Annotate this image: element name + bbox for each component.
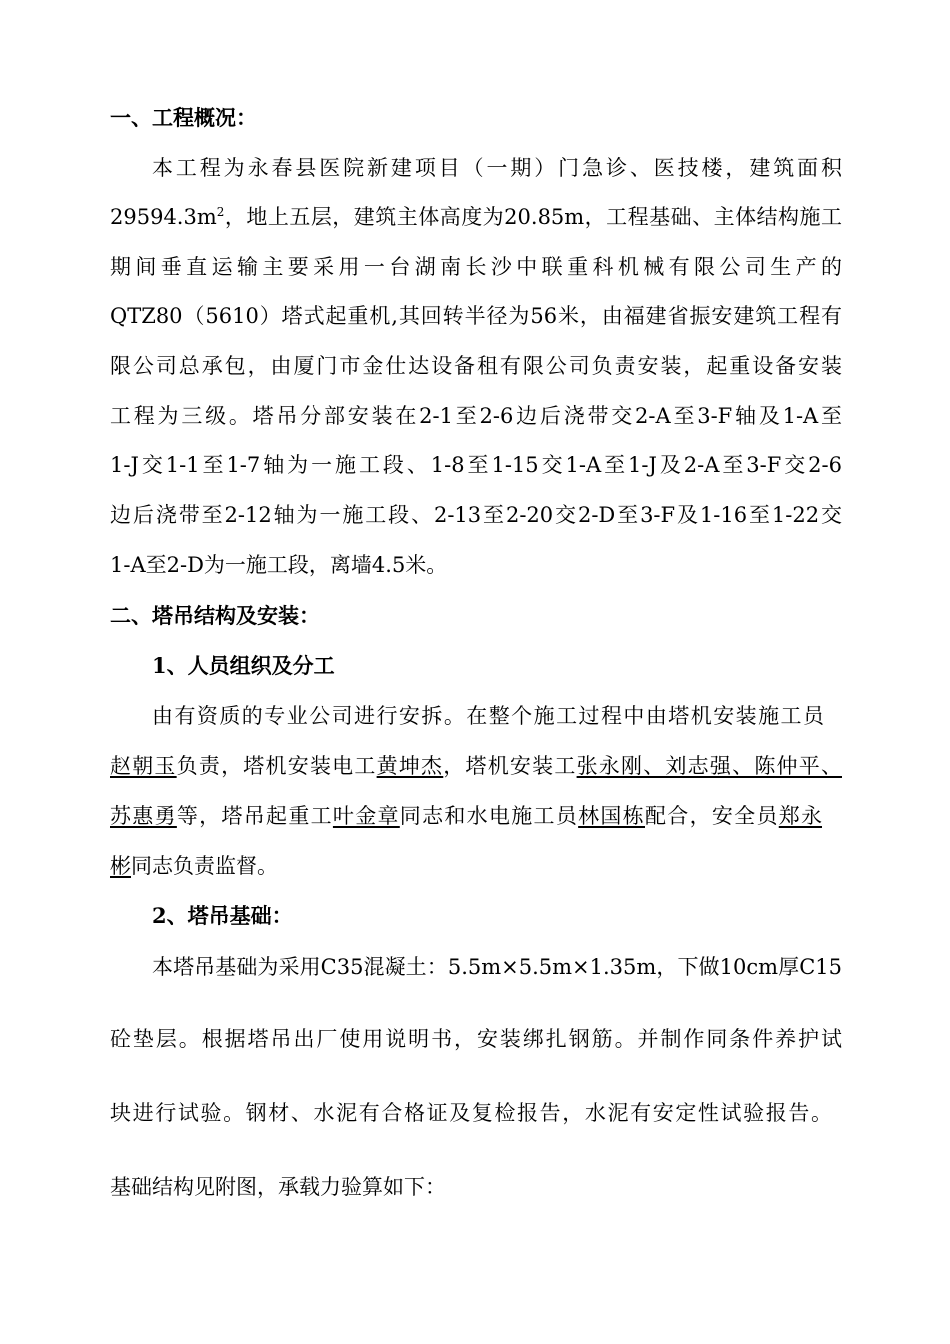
overview-line-8: 边后浇带至2-12轴为一施工段、2-13至2-20交2-D至3-F及1-16至1-22交 <box>110 503 842 527</box>
overview-line-9: 1-A至2-D为一施工段，离墙4.5米。 <box>110 553 448 577</box>
person-name: 黄坤杰 <box>376 754 444 778</box>
area-value: 29594.3m <box>110 205 217 229</box>
personnel-text: 配合，安全员 <box>645 804 779 828</box>
personnel-text: 负责，塔机安装电工 <box>176 754 377 778</box>
overview-line-2-rest: ，地上五层，建筑主体高度为20.85m，工程基础、主体结构施工 <box>224 205 842 229</box>
foundation-line-2: 砼垫层。根据塔吊出厂使用说明书，安装绑扎钢筋。并制作同条件养护试 <box>110 1027 842 1051</box>
section-heading-crane: 二、塔吊结构及安装： <box>110 603 320 628</box>
foundation-line-1: 本塔吊基础为采用C35混凝土：5.5m×5.5m×1.35m，下做10cm厚C15 <box>152 955 842 979</box>
foundation-line-4: 基础结构见附图，承载力验算如下： <box>110 1175 446 1199</box>
person-name: 赵朝玉 <box>110 754 177 778</box>
personnel-text: 同志和水电施工员 <box>399 804 579 828</box>
personnel-line-4 <box>110 851 278 881</box>
overview-line-7: 1-J交1-1至1-7轴为一施工段、1-8至1-15交1-A至1-J及2-A至3-F交2-6 <box>110 453 842 477</box>
section-heading-overview: 一、工程概况： <box>110 105 257 130</box>
subheading-personnel: 1、人员组织及分工 <box>152 653 335 678</box>
personnel-line-2 <box>110 751 842 781</box>
area-unit-superscript: 2 <box>216 205 225 219</box>
person-name: 苏惠勇 <box>110 804 177 828</box>
personnel-line-3 <box>110 801 822 831</box>
overview-line-3: 期间垂直运输主要采用一台湖南长沙中联重科机械有限公司生产的 <box>110 255 842 279</box>
personnel-text: ，塔机安装工 <box>443 754 577 778</box>
overview-line-5: 限公司总承包，由厦门市金仕达设备租有限公司负责安装，起重设备安装 <box>110 354 842 378</box>
overview-line-6: 工程为三级。塔吊分部安装在2-1至2-6边后浇带交2-A至3-F轴及1-A至 <box>110 404 842 428</box>
overview-line-2 <box>110 202 842 232</box>
overview-line-4: QTZ80（5610）塔式起重机,其回转半径为56米，由福建省振安建筑工程有 <box>110 304 842 328</box>
overview-line-1: 本工程为永春县医院新建项目（一期）门急诊、医技楼，建筑面积 <box>152 156 842 180</box>
subheading-foundation: 2、塔吊基础： <box>152 903 293 928</box>
person-name: 张永刚、刘志强、陈仲平、 <box>576 754 842 778</box>
personnel-text: 同志负责监督。 <box>131 854 278 878</box>
personnel-line-1: 由有资质的专业公司进行安拆。在整个施工过程中由塔机安装施工员 <box>152 704 824 728</box>
foundation-line-3: 块进行试验。钢材、水泥有合格证及复检报告，水泥有安定性试验报告。 <box>110 1101 832 1125</box>
person-name: 郑永 <box>778 804 822 828</box>
person-name: 叶金章 <box>332 804 400 828</box>
person-name: 彬 <box>110 854 131 878</box>
personnel-text: 等，塔吊起重工 <box>176 804 333 828</box>
person-name: 林国栋 <box>578 804 645 828</box>
